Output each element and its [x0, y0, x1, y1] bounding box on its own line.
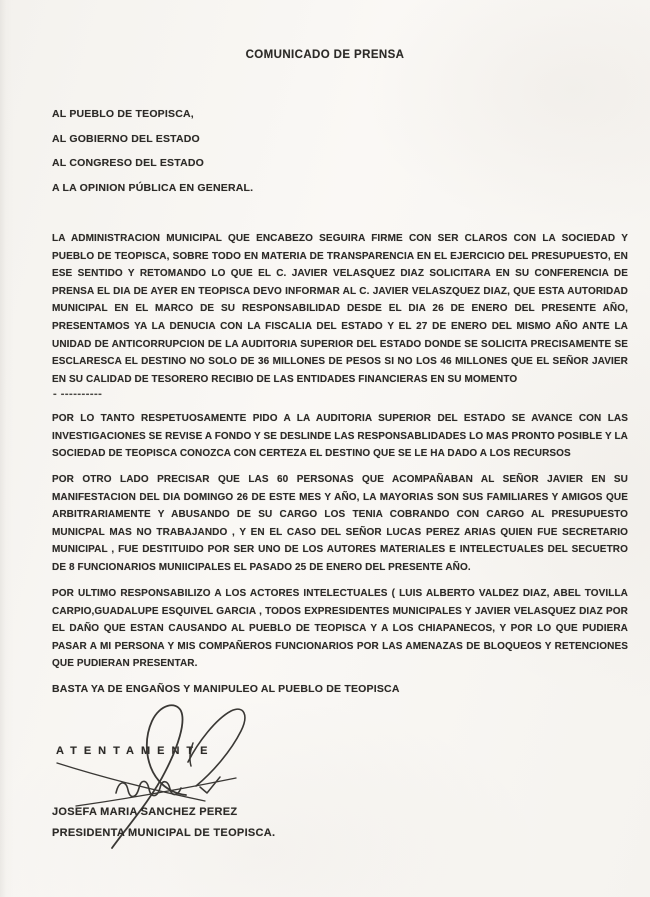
closing-line: BASTA YA DE ENGAÑOS Y MANIPULEO AL PUEBLO DE TEOPISCA — [52, 683, 400, 695]
paragraph-administracion: LA ADMINISTRACION MUNICIPAL QUE ENCABEZO SEGUIRA FIRME CON SER CLAROS CON LA SOCIEDAD Y PUEBLO DE TEOPISCA, SOBRE TODO EN MATERIA DE TRANSPARENCIA EN EL EJERCICIO DEL PRESUPUESTO, EN ESE SENTIDO Y RETOMANDO LO QUE EL C. JAVIER VELASQUEZ DIAZ SOLICITARA EN SU CONFERENCIA DE PRENSA EL DIA DE AYER EN TEOPISCA DEVO INFORMAR AL C. JAVIER VELASZQUEZ DIAZ, QUE ESTA AUTORIDAD MUNICIPAL EN EL MARCO DE SU RESPONSABILIDAD DESDE EL DIA 26 DE ENERO DEL PRESENTE AÑO, PRESENTAMOS YA LA DENUCIA CON LA FISCALIA DEL ESTADO Y EL 27 DE ENERO DEL MISMO AÑO ANTE LA UNIDAD DE ANTICORRUPCION DE LA AUDITORIA SUPERIOR DEL ESTADO DONDE SE SOLICITA PRECISAMENTE SE ESCLARESCA EL DESTINO NO SOLO DE 36 MILLONES DE PESOS SI NO LOS 46 MILLONES QUE EL SEÑOR JAVIER EN SU CALIDAD DE TESORERO RECIBIO DE LAS ENTIDADES FINANCIERAS EN SU MOMENTO — [52, 233, 628, 385]
paragraph-por-lo-tanto: POR LO TANTO RESPETUOSAMENTE PIDO A LA AUDITORIA SUPERIOR DEL ESTADO SE AVANCE CON LAS INVESTIGACIONES SE REVISE A FONDO Y SE DESLINDE LAS RESPONSABLIDADES LO MAS PRONTO POSIBLE Y LA SOCIEDAD DE TEOPISCA CONOZCA CON CERTEZA EL DESTINO QUE SE LE HA DADO A LOS RECURSOS — [52, 413, 628, 460]
paragraph-por-otro-lado: POR OTRO LADO PRECISAR QUE LAS 60 PERSONAS QUE ACOMPAÑABAN AL SEÑOR JAVIER EN SU MANIFESTACION DEL DIA DOMINGO 26 DE ESTE MES Y AÑO, LA MAYORIAS SON SUS FAMILIARES Y AMIGOS QUE ARBITRARIAMENTE Y ABUSANDO DE SU CARGO LOS TENIA COBRANDO CON CARGO AL PRESUPUESTO MUNICPAL MAS NO TRABAJANDO , Y EN EL CASO DEL SEÑOR LUCAS PEREZ ARIAS QUIEN FUE SECRETARIO MUNICIPAL , FUE DESTITUIDO POR SER UNO DE LOS AUTORES MATERIALES E INTELECTUALES DEL SECUETRO DE 8 FUNCIONARIOS MUNIICIPALES EL PASADO 25 DE ENERO DEL PRESENTE AÑO. — [52, 474, 628, 573]
signature-salutation: ATENTAMENTE — [56, 745, 215, 757]
salutation-block — [52, 108, 624, 206]
signatory-name: JOSEFA MARIA SANCHEZ PEREZ — [52, 806, 238, 818]
signatory-role: PRESIDENTA MUNICIPAL DE TEOPISCA. — [52, 827, 276, 839]
salutation-line-gobierno: AL GOBIERNO DEL ESTADO — [52, 132, 200, 145]
salutation-line-opinion-publica: A LA OPINION PÚBLICA EN GENERAL. — [52, 181, 254, 194]
paragraph-por-ultimo: POR ULTIMO RESPONSABILIZO A LOS ACTORES INTELECTUALES ( LUIS ALBERTO VALDEZ DIAZ, ABEL TOVILLA CARPIO,GUADALUPE ESQUIVEL GARCIA , TODOS EXPRESIDENTES MUNICIPALES Y JAVIER VELASQUEZ DIAZ POR EL DAÑO QUE ESTAN CAUSANDO AL PUEBLO DE TEOPISCA Y A LOS CHIAPANECOS, Y POR LO QUE PUDIERA PASAR A MI PERSONA Y MIS COMPAÑEROS FUNCIONARIOS POR LAS AMENAZAS DE BLOQUEOS Y RETENCIONES QUE PUDIERAN PRESENTAR. — [52, 588, 628, 670]
salutation-line-congreso: AL CONGRESO DEL ESTADO — [52, 157, 204, 169]
document-title: COMUNICADO DE PRENSA — [245, 49, 405, 61]
salutation-line-pueblo: AL PUEBLO DE TEOPISCA, — [52, 108, 194, 120]
dash-divider: - ---------- — [53, 388, 103, 400]
